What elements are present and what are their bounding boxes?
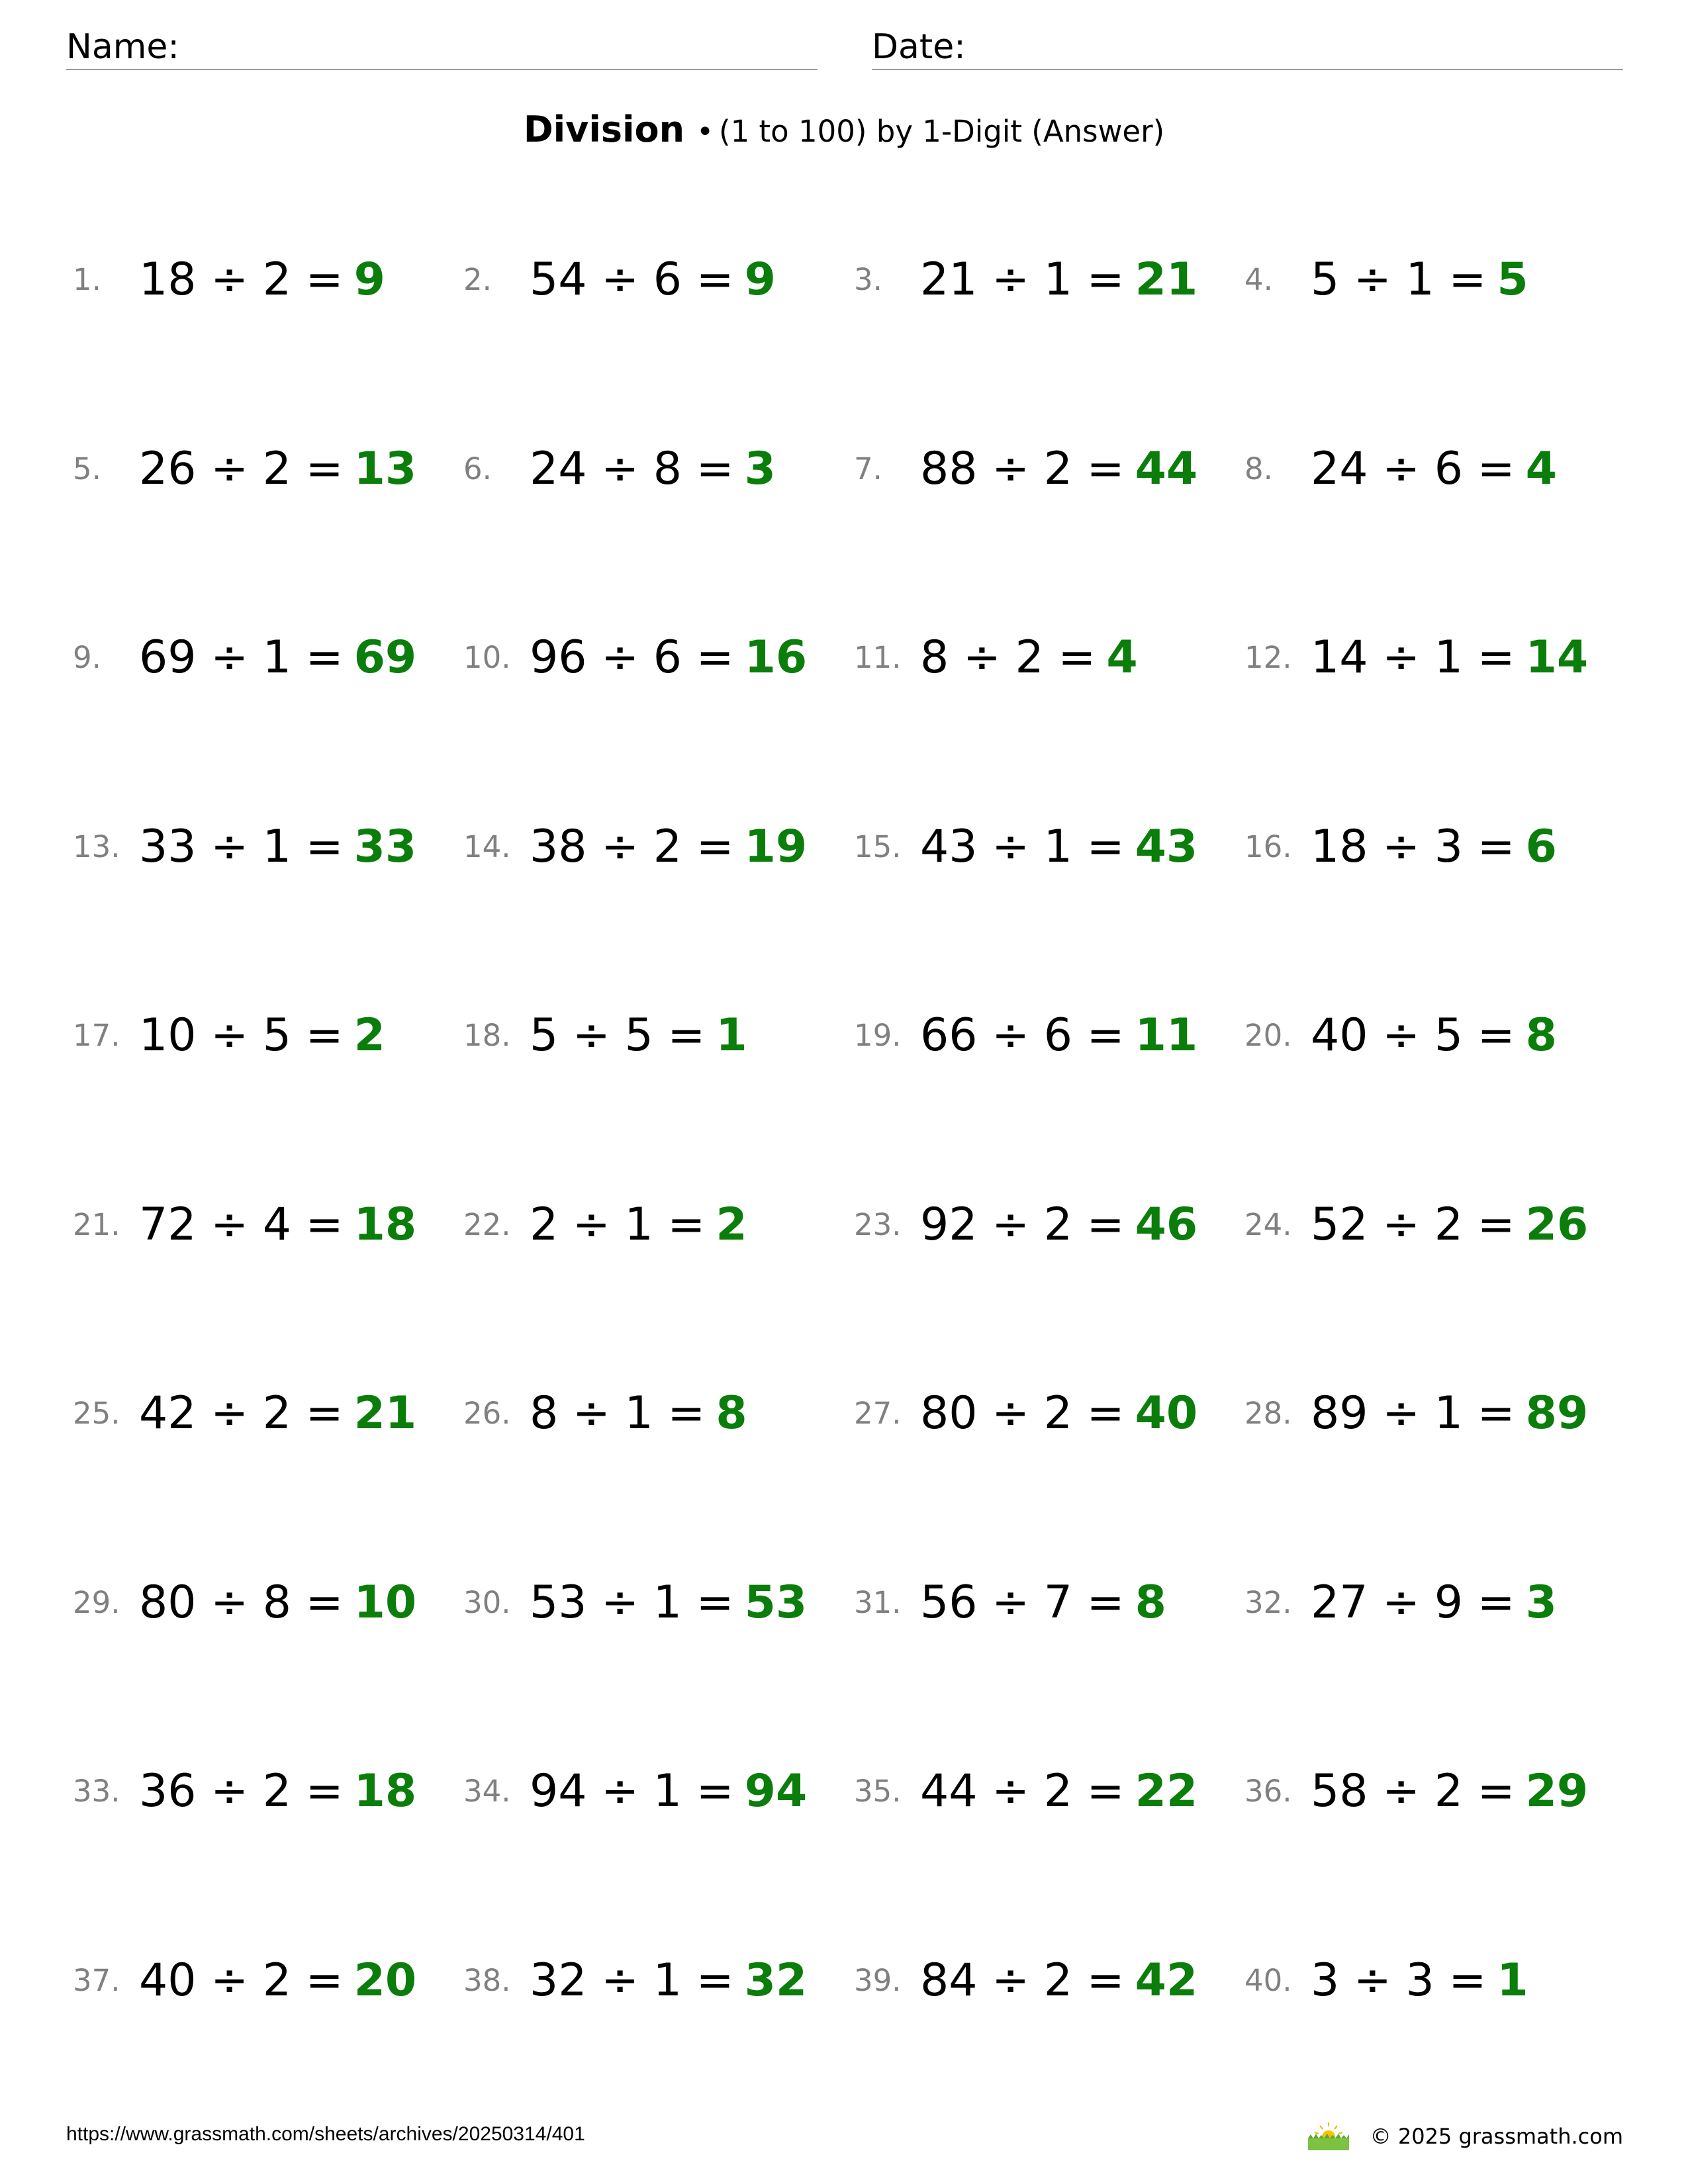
problem-item [463,628,854,817]
problem-answer: 9 [744,253,776,306]
problem-number: 36. [1244,1774,1292,1809]
problem-answer: 69 [353,631,417,684]
problem-answer: 43 [1135,820,1198,873]
problem-item [1244,439,1635,629]
problem-item [73,1384,463,1573]
problem-item [854,628,1244,817]
problem-item [1244,1195,1635,1385]
problem-answer: 29 [1525,1765,1589,1817]
problem-expression: 5 ÷ 5 = [530,1009,706,1062]
problem-expression: 27 ÷ 9 = [1311,1576,1515,1629]
grass-sun-logo-icon [1305,2121,1352,2152]
problem-answer: 1 [716,1009,747,1062]
problem-expression: 5 ÷ 1 = [1311,253,1487,306]
problem-item [1244,817,1635,1007]
problem-expression: 69 ÷ 1 = [139,631,344,684]
problem-expression: 80 ÷ 8 = [139,1576,344,1629]
problem-answer: 4 [1525,442,1557,495]
problem-expression: 58 ÷ 2 = [1311,1765,1515,1817]
problem-expression: 66 ÷ 6 = [920,1009,1125,1062]
problem-item [463,439,854,629]
problem-expression: 44 ÷ 2 = [920,1765,1125,1817]
problem-answer: 32 [744,1954,808,2007]
problem-number: 24. [1244,1206,1292,1242]
problem-answer: 8 [1135,1576,1166,1629]
problem-item [73,1762,463,1951]
problem-answer: 5 [1497,253,1528,306]
problem-answer: 13 [353,442,417,495]
problem-answer: 40 [1135,1387,1198,1439]
problem-item [854,1951,1244,2140]
problem-item [1244,1384,1635,1573]
problem-expression: 94 ÷ 1 = [530,1765,734,1817]
problem-expression: 89 ÷ 1 = [1311,1387,1515,1439]
problem-expression: 8 ÷ 2 = [920,631,1096,684]
name-label: Name: [66,27,179,67]
problem-answer: 18 [353,1198,417,1251]
problem-answer: 6 [1525,820,1557,873]
problem-answer: 20 [353,1954,417,2007]
problem-number: 27. [854,1396,902,1431]
problem-number: 39. [854,1962,902,1998]
problem-number: 18. [463,1018,511,1053]
problem-item [1244,1762,1635,1951]
problem-expression: 40 ÷ 2 = [139,1954,344,2007]
problem-item [463,1762,854,1951]
problem-answer: 42 [1135,1954,1198,2007]
problem-item [463,1951,854,2140]
problem-expression: 80 ÷ 2 = [920,1387,1125,1439]
title-main: Division [523,109,685,150]
problem-item [73,1195,463,1385]
problem-number: 3. [854,262,882,297]
problem-number: 7. [854,451,882,486]
problem-expression: 18 ÷ 2 = [139,253,344,306]
title-subtitle: (1 to 100) by 1-Digit (Answer) [719,114,1165,149]
problem-number: 25. [73,1396,120,1431]
problem-item [463,1384,854,1573]
problem-answer: 2 [353,1009,385,1062]
problem-expression: 2 ÷ 1 = [530,1198,706,1251]
problem-answer: 46 [1135,1198,1198,1251]
problem-answer: 53 [744,1576,808,1629]
problem-number: 29. [73,1584,120,1620]
problem-number: 15. [854,829,902,864]
problem-item [463,250,854,439]
problem-expression: 8 ÷ 1 = [530,1387,706,1439]
problem-answer: 94 [744,1765,808,1817]
problem-number: 28. [1244,1396,1292,1431]
problem-item [854,1384,1244,1573]
problem-answer: 8 [1525,1009,1557,1062]
problem-item [73,250,463,439]
problem-answer: 18 [353,1765,417,1817]
problem-number: 21. [73,1206,120,1242]
problem-expression: 40 ÷ 5 = [1311,1009,1515,1062]
problem-grid [73,250,1635,2143]
problem-answer: 8 [716,1387,747,1439]
problem-number: 33. [73,1774,120,1809]
problem-number: 16. [1244,829,1292,864]
problem-number: 35. [854,1774,902,1809]
problem-expression: 38 ÷ 2 = [530,820,734,873]
problem-answer: 3 [1525,1576,1557,1629]
problem-answer: 1 [1497,1954,1528,2007]
problem-number: 11. [854,640,902,675]
problem-number: 30. [463,1584,511,1620]
problem-answer: 44 [1135,442,1198,495]
problem-answer: 89 [1525,1387,1589,1439]
problem-item [854,439,1244,629]
problem-expression: 24 ÷ 8 = [530,442,734,495]
problem-number: 19. [854,1018,902,1053]
problem-item [854,1006,1244,1195]
problem-answer: 10 [353,1576,417,1629]
problem-expression: 32 ÷ 1 = [530,1954,734,2007]
problem-expression: 36 ÷ 2 = [139,1765,344,1817]
problem-item [73,817,463,1007]
problem-answer: 11 [1135,1009,1198,1062]
problem-number: 17. [73,1018,120,1053]
problem-expression: 92 ÷ 2 = [920,1198,1125,1251]
problem-expression: 84 ÷ 2 = [920,1954,1125,2007]
problem-answer: 2 [716,1198,747,1251]
problem-number: 12. [1244,640,1292,675]
problem-answer: 14 [1525,631,1589,684]
problem-item [73,1951,463,2140]
problem-answer: 26 [1525,1198,1589,1251]
problem-expression: 56 ÷ 7 = [920,1576,1125,1629]
problem-item [1244,1573,1635,1762]
problem-answer: 16 [744,631,808,684]
problem-number: 14. [463,829,511,864]
name-field[interactable] [66,25,818,70]
problem-number: 5. [73,451,101,486]
problem-item [463,1573,854,1762]
date-label: Date: [872,27,966,67]
problem-answer: 4 [1106,631,1138,684]
problem-expression: 96 ÷ 6 = [530,631,734,684]
problem-number: 20. [1244,1018,1292,1053]
problem-number: 31. [854,1584,902,1620]
problem-item [73,439,463,629]
footer-brand [1305,2121,1623,2152]
problem-answer: 33 [353,820,417,873]
problem-item [854,1762,1244,1951]
problem-answer: 3 [744,442,776,495]
problem-number: 34. [463,1774,511,1809]
problem-expression: 14 ÷ 1 = [1311,631,1515,684]
footer-copyright: © 2025 grassmath.com [1370,2124,1623,2149]
problem-expression: 21 ÷ 1 = [920,253,1125,306]
problem-expression: 26 ÷ 2 = [139,442,344,495]
problem-number: 2. [463,262,492,297]
problem-expression: 52 ÷ 2 = [1311,1198,1515,1251]
problem-item [854,1573,1244,1762]
problem-answer: 21 [1135,253,1198,306]
problem-expression: 24 ÷ 6 = [1311,442,1515,495]
problem-number: 32. [1244,1584,1292,1620]
problem-expression: 33 ÷ 1 = [139,820,344,873]
problem-number: 1. [73,262,101,297]
title-separator: • [696,115,714,149]
problem-number: 23. [854,1206,902,1242]
problem-item [854,1195,1244,1385]
problem-answer: 22 [1135,1765,1198,1817]
problem-expression: 43 ÷ 1 = [920,820,1125,873]
problem-number: 22. [463,1206,511,1242]
worksheet-title [0,106,1688,162]
problem-item [1244,1951,1635,2140]
problem-item [73,1006,463,1195]
problem-item [463,1195,854,1385]
problem-item [73,1573,463,1762]
problem-item [854,817,1244,1007]
problem-expression: 3 ÷ 3 = [1311,1954,1487,2007]
problem-answer: 19 [744,820,808,873]
problem-number: 37. [73,1962,120,1998]
problem-number: 9. [73,640,101,675]
problem-expression: 18 ÷ 3 = [1311,820,1515,873]
problem-item [1244,250,1635,439]
problem-number: 8. [1244,451,1273,486]
problem-expression: 53 ÷ 1 = [530,1576,734,1629]
problem-item [854,250,1244,439]
footer-url: https://www.grassmath.com/sheets/archives/20250314/401 [66,2123,585,2145]
problem-item [463,817,854,1007]
problem-expression: 42 ÷ 2 = [139,1387,344,1439]
problem-item [73,628,463,817]
problem-number: 6. [463,451,492,486]
problem-number: 13. [73,829,120,864]
problem-expression: 10 ÷ 5 = [139,1009,344,1062]
problem-number: 4. [1244,262,1273,297]
date-field[interactable] [872,25,1623,70]
problem-item [463,1006,854,1195]
problem-item [1244,628,1635,817]
problem-item [1244,1006,1635,1195]
problem-expression: 72 ÷ 4 = [139,1198,344,1251]
problem-expression: 54 ÷ 6 = [530,253,734,306]
problem-answer: 21 [353,1387,417,1439]
problem-answer: 9 [353,253,385,306]
problem-number: 10. [463,640,511,675]
problem-number: 38. [463,1962,511,1998]
problem-number: 40. [1244,1962,1292,1998]
problem-number: 26. [463,1396,511,1431]
problem-expression: 88 ÷ 2 = [920,442,1125,495]
